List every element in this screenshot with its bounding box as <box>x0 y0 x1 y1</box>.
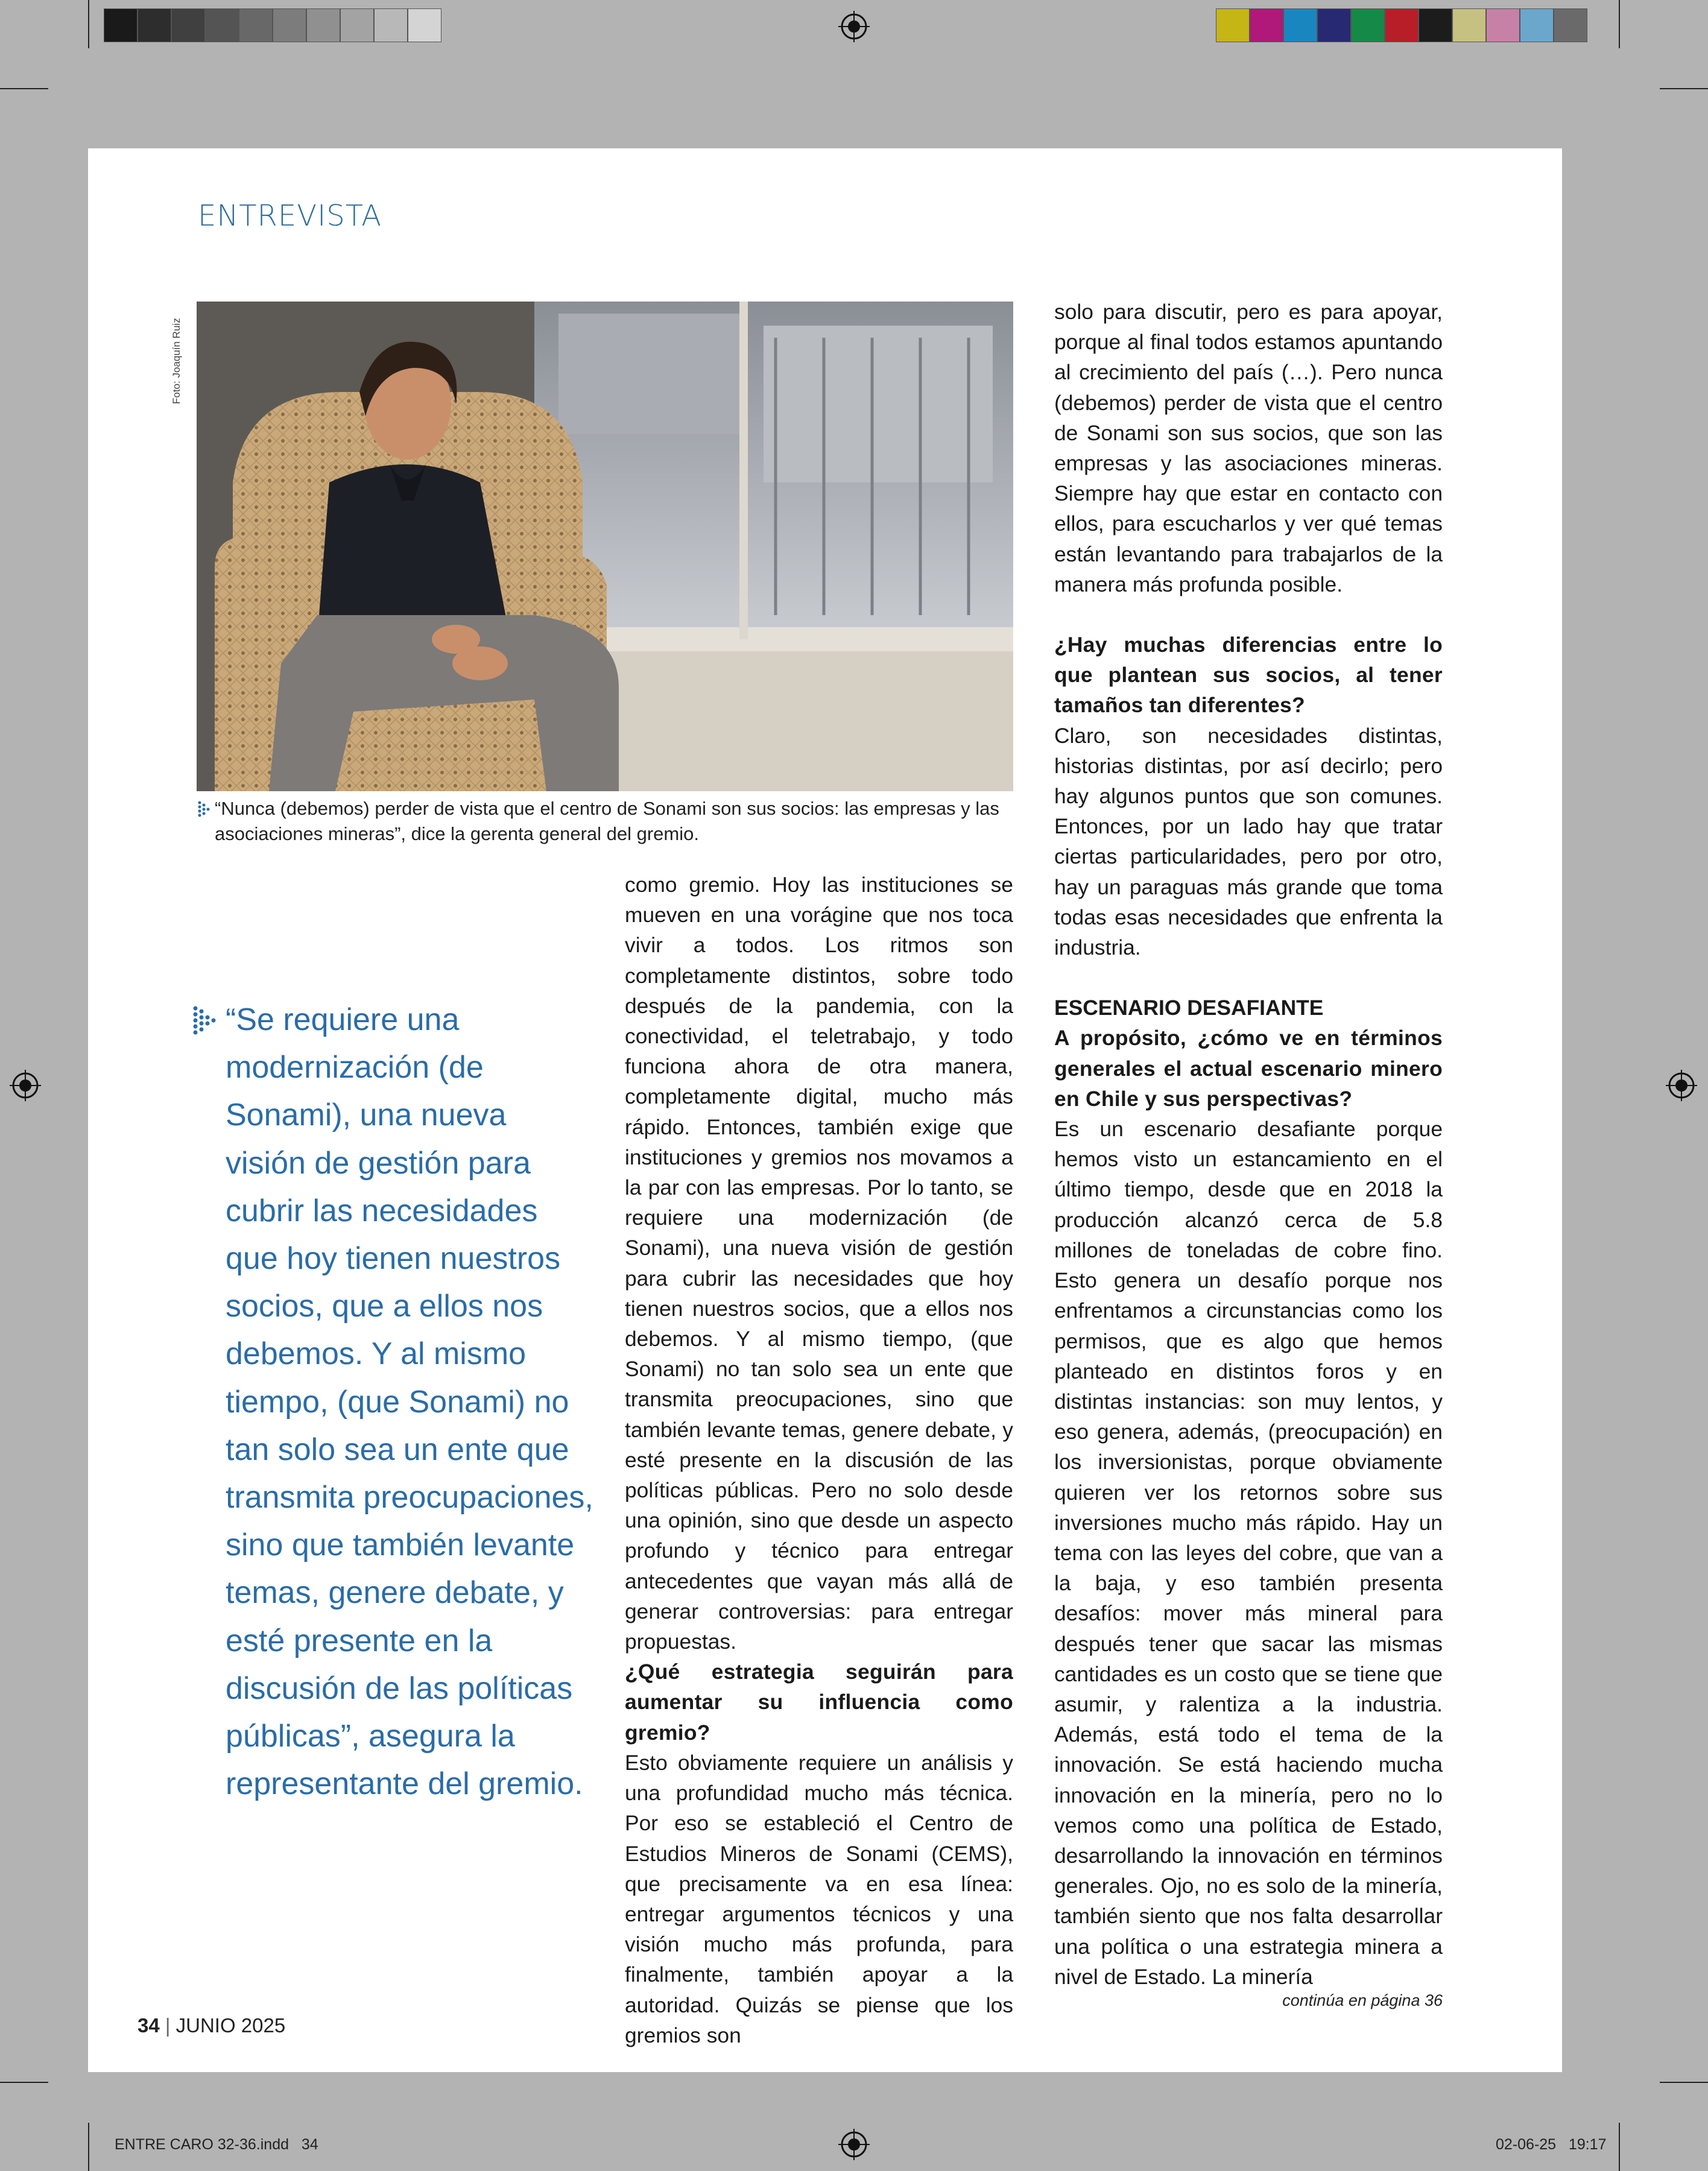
section-title: ENTREVISTA <box>198 199 382 233</box>
article-column-2 <box>1054 297 1443 1992</box>
print-datetime: 02-06-25 19:17 <box>1496 2136 1607 2153</box>
folio-separator: | <box>165 2014 171 2037</box>
continued-note: continúa en página 36 <box>1282 1991 1443 2009</box>
photo-credit: Foto: Joaquín Ruiz <box>171 318 182 404</box>
crop-mark <box>1660 88 1708 89</box>
registration-mark-icon <box>1666 1070 1697 1101</box>
registration-mark-icon <box>838 2129 870 2160</box>
body-paragraph: como gremio. Hoy las instituciones se mueven en una vorágine que nos toca vivir a todos. Los ritmos son completamente distintos, sobre todo después de la pandemia, con la conectividad, el teletrabajo, y todo funciona ahora de otra manera, completamente digital, mucho más rápido. Entonces, también exige que instituciones y gremios nos movamos a la par con las empresas. Por lo tanto, se requiere una modernización (de Sonami), una nueva visión de gestión para cubrir las necesidades que hoy tienen nuestros socios, que a ellos nos debemos. Y al mismo tiempo, (que Sonami) no tan solo sea un ente que transmita preocupaciones, sino que también levante temas, genere debate, y esté presente en la discusión de las políticas públicas. Pero no solo desde una opinión, sino que desde un aspecto profundo y técnico para entregar antecedentes que vayan más allá de generar controversias: para entregar propuestas. <box>625 873 1013 1654</box>
registration-mark-icon <box>10 1070 41 1101</box>
interview-photo <box>197 302 1013 791</box>
pull-quote: “Se requiere una modernización (de Sonami), una nueva visión de gestión para cubrir las necesidades que hoy tienen nuestros socios, que a ellos nos debemos. Y al mismo tiempo, (que Sonami) no tan solo sea un ente que transmita preocupaciones, sino que también levante temas, genere debate, y esté presente en la discusión de las políticas públicas”, asegura la representante del gremio. <box>226 1002 593 1802</box>
bullet-dots-icon <box>198 801 211 818</box>
crop-mark <box>88 0 89 48</box>
interview-question: ¿Hay muchas diferencias entre lo que plantean sus socios, al tener tamaños tan diferentes? <box>1054 633 1443 718</box>
body-paragraph: Es un escenario desafiante porque hemos visto un estancamiento en el último tiempo, desde que en 2018 la producción alcanzó cerca de 5.8 millones de toneladas de cobre fino. Esto genera un desafío porque nos enfrentamos a circunstancias como los permisos, que es algo que hemos planteado en distintos foros y en distintas instancias: son muy lentos, y eso genera, además, (preocupación) en los inversionistas, porque obviamente quieren ver los retornos sobre sus inversiones mucho más rápido. Hay un tema con las leyes del cobre, que van a la baja, y eso también presenta desafíos: mover más mineral para después tener que sacar las mismas cantidades es un costo que se tiene que asumir, y ralentiza a la industria. Además, está todo el tema de la innovación. Se está haciendo mucha innovación en la minería, pero no lo vemos como una política de Estado, desarrollando la innovación en términos generales. Ojo, no es solo de la minería, también siento que nos falta desarrollar una política o una estrategia minera a nivel de Estado. La minería <box>1054 1117 1443 1989</box>
registration-mark-icon <box>838 11 870 42</box>
grayscale-color-bar <box>104 8 441 43</box>
page-number: 34 <box>138 2014 160 2037</box>
photo-caption: “Nunca (debemos) perder de vista que el centro de Sonami son sus socios: las empresas y las asociaciones mineras”, dice la gerenta general del gremio. <box>198 796 1035 847</box>
pullquote-dots-icon <box>193 1006 217 1035</box>
article-column-1 <box>625 870 1013 2050</box>
crop-mark <box>0 88 48 89</box>
crop-mark <box>88 2123 89 2171</box>
file-slug: ENTRE CARO 32-36.indd 34 <box>115 2136 318 2153</box>
crop-mark <box>1660 2082 1708 2083</box>
body-paragraph: Claro, son necesidades distintas, historias distintas, por así decirlo; pero hay algunos puntos que son comunes. Entonces, por un lado hay que tratar ciertas particularidades, pero por otro, hay un paraguas más grande que toma todas esas necesidades que enfrenta la industria. <box>1054 723 1443 960</box>
body-paragraph: Esto obviamente requiere un análisis y una profundidad mucho más técnica. Por eso se estableció el Centro de Estudios Mineros de Sonami (CEMS), que precisamente va en esa línea: entregar argumentos técnicos y una visión mucho más profunda, para finalmente, también apoyar a la autoridad. Quizás se piense que los gremios son <box>625 1750 1013 2047</box>
page-folio <box>138 2014 285 2037</box>
crop-mark <box>1619 2123 1620 2171</box>
body-paragraph: solo para discutir, pero es para apoyar, porque al final todos estamos apuntando al crecimiento del país (…). Pero nunca (debemos) perder de vista que el centro de Sonami son sus socios, que son las empresas y las asociaciones mineras. Siempre hay que estar en contacto con ellos, para escucharlos y ver qué temas están levantando para trabajarlos de la manera más profunda posible. <box>1054 300 1443 596</box>
crop-mark <box>1619 0 1620 48</box>
process-color-bar <box>1216 8 1587 43</box>
interview-question: ¿Qué estrategia seguirán para aumentar su influencia como gremio? <box>625 1660 1013 1745</box>
issue-date: JUNIO 2025 <box>176 2014 286 2037</box>
section-subhead: ESCENARIO DESAFIANTE <box>1054 996 1324 1020</box>
crop-mark <box>0 2082 48 2083</box>
interview-question: A propósito, ¿cómo ve en términos generales el actual escenario minero en Chile y sus perspectivas? <box>1054 1026 1443 1111</box>
